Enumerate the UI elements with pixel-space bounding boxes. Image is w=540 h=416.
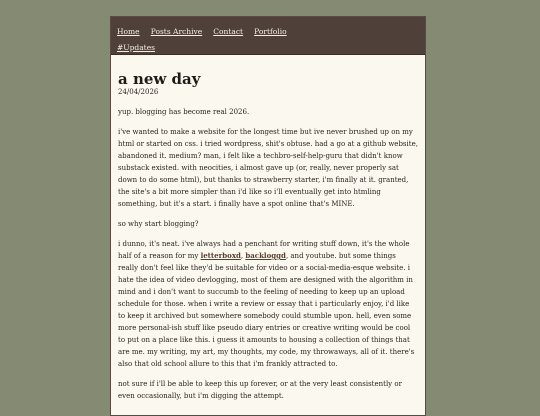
nav-link-posts-archive[interactable]: Posts Archive	[150, 27, 203, 36]
paragraph-text: , and youtube. but some things really don't feel like they'd be suitable for video or a social-media-esque website. i hate the idea of video devlogging, most of them are designed with the algorithm in mind and i don't want to succumb to the feeling of needing to keep up an upload schedule for those. when i write a review or essay that i particularly enjoy, i'd like to keep it archived but somewhere somebody could stumble upon. hell, even some more personal-ish stuff like pseudo diary entries or creative writing would be cool to put on a place like this. i guess it amounts to housing a collection of things that are me. my writing, my art, my thoughts, my code, my throwaways, all of it. there's also that old school allure to this that i'm frankly attracted to.	[118, 252, 415, 368]
nav-link-portfolio[interactable]: Portfolio	[254, 27, 287, 36]
letterboxd-link[interactable]: letterboxd	[200, 251, 241, 260]
nav-link-home[interactable]: Home	[117, 27, 140, 36]
backloggd-link[interactable]: backloggd	[245, 251, 286, 260]
nav-link-contact[interactable]: Contact	[213, 27, 244, 36]
post-content	[111, 55, 425, 402]
paragraph-text: ,	[240, 252, 246, 260]
post-paragraph: yup. blogging has become real 2026.	[118, 108, 250, 116]
nav-link-updates[interactable]: #Updates	[117, 43, 155, 52]
post-date: 24/04/2026	[118, 88, 159, 96]
page-container	[110, 16, 426, 416]
post-paragraph: so why start blogging?	[118, 220, 199, 228]
post-title: a new day	[118, 70, 201, 88]
post-paragraph: not sure if i'll be able to keep this up forever, or at the very least consistently or even occasionally, but i'm digging the attempt.	[118, 380, 402, 400]
paragraph-text: i dunno, it's neat. i've always had a penchant for writing stuff down, it's the whole half of a reason for my	[118, 240, 410, 260]
top-navigation	[111, 17, 425, 55]
post-paragraph: i've wanted to make a website for the longest time but ive never brushed up on my html or started on css. i tried wordpress, shit's obtuse. had a go at a github website, abandoned it. medium? man, i felt like a techbro-self-help-guru that didn't know substack existed. with neocities, i almost gave up (or, really, never properly sat down to do some html), but thanks to strawberry starter, i'm finally at it. granted, the site's a bit more simpler than i'd like so i'll eventually get into htmling something, but it's a start. i finally have a spot online that's MINE.	[118, 128, 418, 208]
post-paragraph	[118, 238, 418, 370]
